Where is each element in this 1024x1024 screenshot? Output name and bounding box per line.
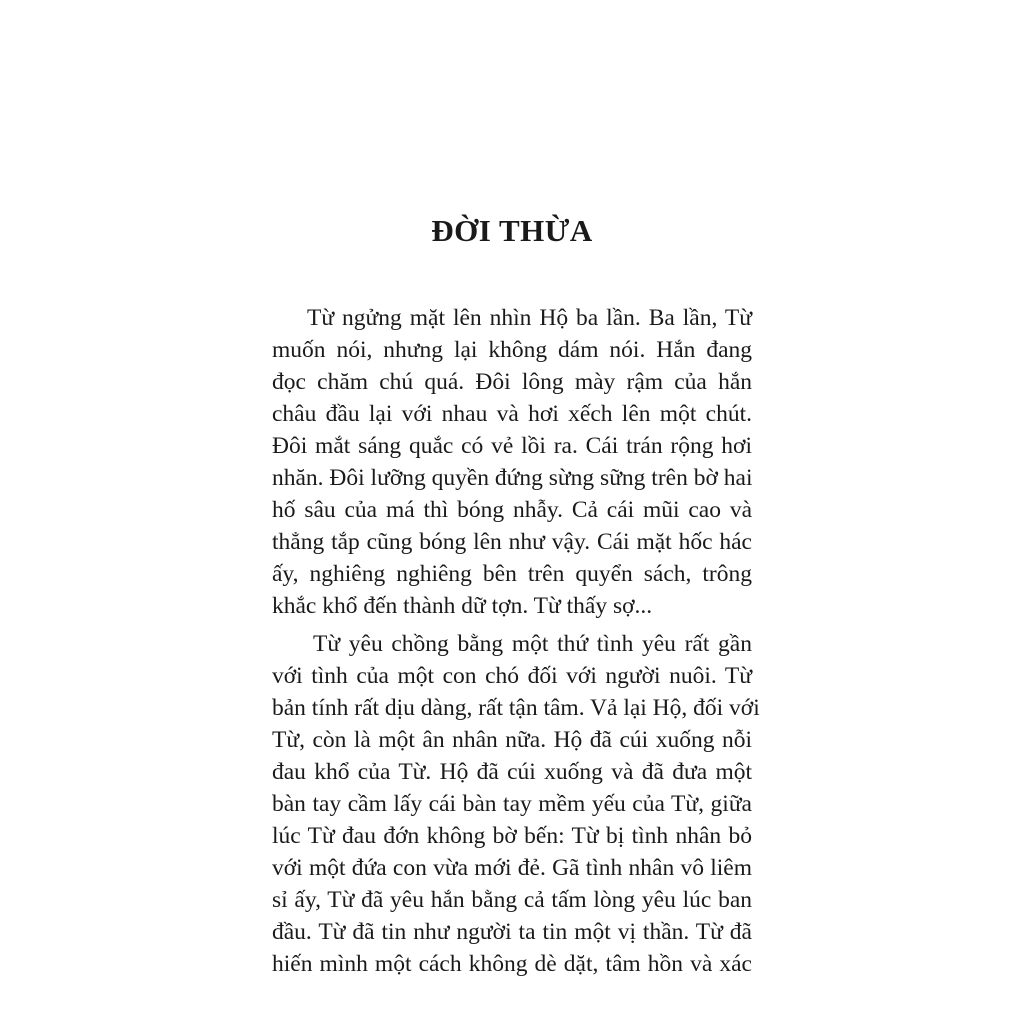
paragraph-1-line-8: thẳng tắp cũng bóng lên như vậy. Cái mặt hốc hác [272, 529, 752, 555]
paragraph-2-line-11: hiến mình một cách không dè dặt, tâm hồn và xác [272, 951, 752, 977]
paragraph-2-line-10: đầu. Từ đã tin như người ta tin một vị thần. Từ đã [272, 919, 752, 945]
paragraph-1-line-7: hố sâu của má thì bóng nhẫy. Cả cái mũi cao và [272, 497, 752, 523]
chapter-title: ĐỜI THỪA [431, 213, 593, 248]
paragraph-1-line-5: Đôi mắt sáng quắc có vẻ lồi ra. Cái trán rộng hơi [272, 433, 752, 459]
paragraph-2-line-3: bản tính rất dịu dàng, rất tận tâm. Vả lại Hộ, đối với [272, 695, 760, 721]
paragraph-1-line-9: ấy, nghiêng nghiêng bên trên quyển sách, trông [272, 561, 752, 587]
paragraph-2-line-2: với tình của một con chó đối với người nuôi. Từ [272, 663, 752, 689]
paragraph-1-line-1: Từ ngửng mặt lên nhìn Hộ ba lần. Ba lần, Từ [307, 305, 752, 331]
paragraph-2-line-5: đau khổ của Từ. Hộ đã cúi xuống và đã đưa một [272, 759, 752, 785]
paragraph-2-line-8: với một đứa con vừa mới đẻ. Gã tình nhân vô liêm [272, 855, 752, 881]
paragraph-1-line-6: nhăn. Đôi lưỡng quyền đứng sừng sững trên bờ hai [272, 465, 753, 491]
paragraph-2-line-4: Từ, còn là một ân nhân nữa. Hộ đã cúi xuống nỗi [272, 727, 752, 753]
paragraph-1-line-3: đọc chăm chú quá. Đôi lông mày rậm của hắn [272, 369, 752, 395]
paragraph-2-line-9: sỉ ấy, Từ đã yêu hắn bằng cả tấm lòng yêu lúc ban [272, 887, 752, 913]
paragraph-2-line-7: lúc Từ đau đớn không bờ bến: Từ bị tình nhân bỏ [272, 823, 752, 849]
paragraph-1-line-2: muốn nói, nhưng lại không dám nói. Hắn đang [272, 337, 752, 363]
paragraph-2-line-1: Từ yêu chồng bằng một thứ tình yêu rất gần [313, 631, 752, 657]
paragraph-1-line-10: khắc khổ đến thành dữ tợn. Từ thấy sợ... [272, 593, 653, 619]
paragraph-2-line-6: bàn tay cầm lấy cái bàn tay mềm yếu của Từ, giữa [272, 791, 752, 817]
paragraph-1-line-4: châu đầu lại với nhau và hơi xếch lên một chút. [272, 401, 752, 427]
